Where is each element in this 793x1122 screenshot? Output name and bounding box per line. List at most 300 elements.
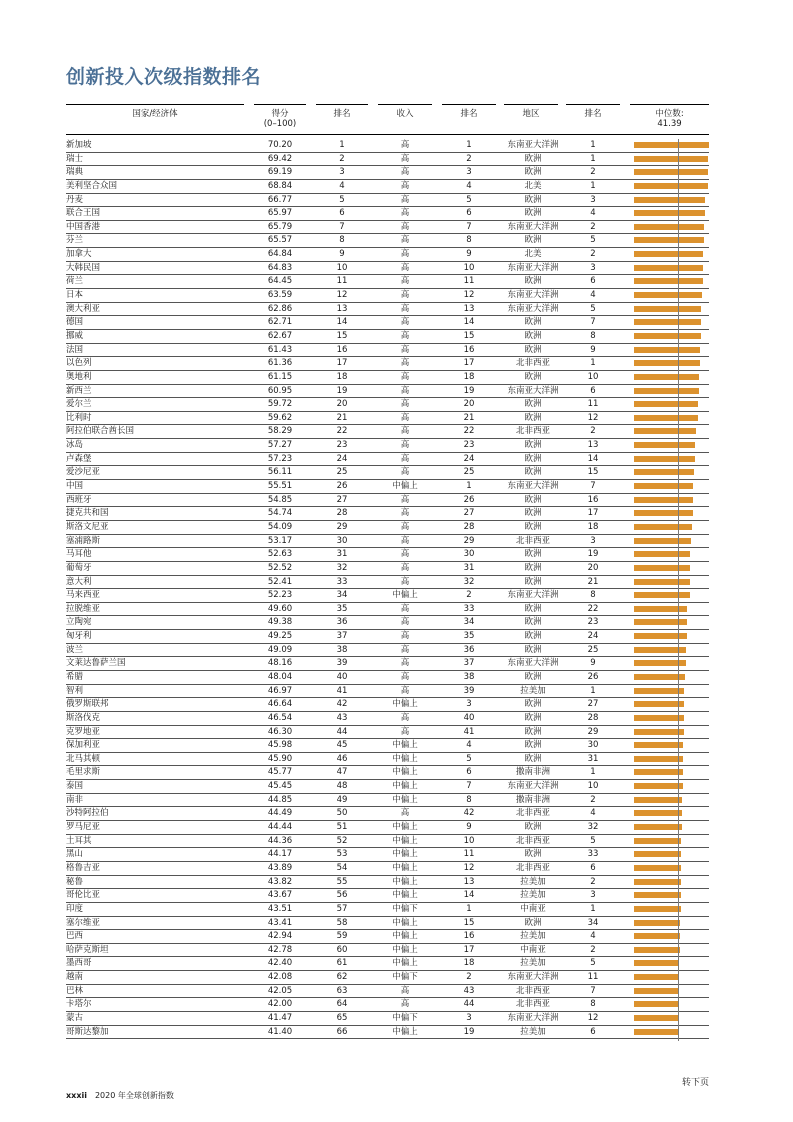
score-bar	[634, 769, 683, 775]
overall-rank: 50	[336, 808, 348, 819]
score-bar	[634, 715, 684, 721]
region: 欧洲	[524, 467, 542, 478]
income-group: 高	[400, 508, 410, 519]
score: 64.45	[267, 276, 293, 287]
score: 65.57	[267, 235, 293, 246]
region: 欧洲	[524, 412, 542, 423]
score: 49.38	[267, 617, 293, 628]
region-rank: 6	[590, 1026, 596, 1037]
score: 44.44	[267, 822, 293, 833]
overall-rank: 57	[336, 903, 348, 914]
region: 北非西亚	[515, 426, 550, 437]
country-name: 越南	[66, 972, 84, 983]
region-rank: 6	[590, 862, 596, 873]
region-rank: 1	[590, 153, 596, 164]
region-rank: 16	[587, 494, 599, 505]
country-name: 哥伦比亚	[66, 890, 101, 901]
score: 69.19	[267, 167, 293, 178]
income-rank: 8	[466, 235, 472, 246]
country-name: 黑山	[66, 849, 84, 860]
region-rank: 7	[590, 317, 596, 328]
score: 46.64	[267, 699, 293, 710]
region: 北非西亚	[515, 535, 550, 546]
table-row	[66, 685, 709, 699]
region-rank: 2	[590, 876, 596, 887]
ranking-table	[66, 139, 709, 1039]
income-group: 高	[400, 140, 410, 150]
region-rank: 1	[590, 685, 596, 696]
income-group: 高	[400, 521, 410, 532]
income-rank: 39	[463, 685, 475, 696]
country-name: 瑞士	[66, 153, 84, 164]
score-bar	[634, 947, 680, 953]
overall-rank: 53	[336, 849, 348, 860]
footer-page: xxxii 2020 年全球创新指数	[66, 1091, 174, 1100]
country-name: 沙特阿拉伯	[66, 808, 109, 819]
region: 欧洲	[524, 753, 542, 764]
income-rank: 2	[466, 972, 472, 983]
table-row	[66, 562, 709, 576]
income-rank: 28	[463, 521, 475, 532]
country-name: 波兰	[66, 644, 84, 655]
income-group: 中偏上	[392, 876, 418, 887]
income-group: 高	[400, 644, 410, 655]
region-rank: 32	[587, 822, 599, 833]
income-group: 高	[400, 562, 410, 573]
region: 北非西亚	[515, 999, 550, 1010]
income-group: 高	[400, 685, 410, 696]
income-group: 高	[400, 726, 410, 737]
table-row	[66, 930, 709, 944]
table-row	[66, 944, 709, 958]
region: 欧洲	[524, 330, 542, 341]
income-rank: 1	[466, 903, 472, 914]
region-rank: 24	[587, 631, 599, 642]
overall-rank: 63	[336, 985, 348, 996]
region-rank: 10	[587, 371, 599, 382]
region-rank: 28	[587, 712, 599, 723]
score: 44.36	[267, 835, 293, 846]
score-bar	[634, 865, 681, 871]
income-group: 高	[400, 249, 410, 260]
region: 欧洲	[524, 494, 542, 505]
region-rank: 4	[590, 931, 596, 942]
overall-rank: 7	[339, 221, 345, 232]
overall-rank: 5	[339, 194, 345, 205]
score-bar	[634, 401, 698, 407]
country-name: 塞浦路斯	[66, 535, 101, 546]
country-name: 文莱达鲁萨兰国	[66, 658, 126, 669]
country-name: 北马其顿	[66, 753, 101, 764]
table-row	[66, 712, 709, 726]
region-rank: 12	[587, 412, 599, 423]
overall-rank: 11	[336, 276, 348, 287]
table-row	[66, 917, 709, 931]
region-rank: 1	[590, 140, 596, 150]
income-rank: 11	[463, 276, 475, 287]
region-rank: 5	[590, 235, 596, 246]
overall-rank: 40	[336, 671, 348, 682]
income-rank: 22	[463, 426, 475, 437]
income-group: 中偏上	[392, 917, 418, 928]
income-rank: 19	[463, 385, 475, 396]
overall-rank: 47	[336, 767, 348, 778]
income-rank: 11	[463, 849, 475, 860]
income-rank: 10	[463, 262, 475, 273]
overall-rank: 25	[336, 467, 348, 478]
score-bar	[634, 810, 682, 816]
income-group: 中偏上	[392, 699, 418, 710]
score-bar	[634, 415, 698, 421]
score-bar	[634, 306, 701, 312]
region: 中南亚	[520, 903, 546, 914]
score: 68.84	[267, 180, 293, 191]
region: 欧洲	[524, 603, 542, 614]
region: 东南亚大洋洲	[507, 262, 559, 273]
region: 欧洲	[524, 822, 542, 833]
region-rank: 8	[590, 330, 596, 341]
income-group: 中偏上	[392, 590, 418, 601]
page-title: 创新投入次级指数排名	[66, 66, 262, 88]
income-group: 高	[400, 617, 410, 628]
score-bar	[634, 183, 708, 189]
region: 北非西亚	[515, 808, 550, 819]
score-bar	[634, 688, 684, 694]
region-rank: 2	[590, 221, 596, 232]
region-rank: 10	[587, 781, 599, 792]
income-rank: 10	[463, 835, 475, 846]
table-row	[66, 303, 709, 317]
region: 撒南非洲	[515, 794, 550, 805]
region: 欧洲	[524, 508, 542, 519]
table-row	[66, 876, 709, 890]
score: 46.30	[267, 726, 293, 737]
table-row	[66, 207, 709, 221]
header-rank: 排名	[316, 104, 368, 134]
score: 56.11	[267, 467, 293, 478]
score-bar	[634, 988, 679, 994]
score: 61.36	[267, 358, 293, 369]
table-row	[66, 466, 709, 480]
score-bar	[634, 428, 696, 434]
overall-rank: 19	[336, 385, 348, 396]
region: 拉美加	[520, 876, 546, 887]
income-group: 中偏上	[392, 740, 418, 751]
country-name: 俄罗斯联邦	[66, 699, 109, 710]
overall-rank: 56	[336, 890, 348, 901]
median-line	[678, 139, 679, 1041]
income-rank: 13	[463, 303, 475, 314]
table-row	[66, 835, 709, 849]
region-rank: 29	[587, 726, 599, 737]
overall-rank: 6	[339, 208, 345, 219]
income-group: 高	[400, 276, 410, 287]
country-name: 墨西哥	[66, 958, 92, 969]
score: 57.23	[267, 453, 293, 464]
income-group: 高	[400, 535, 410, 546]
region: 欧洲	[524, 576, 542, 587]
region-rank: 34	[587, 917, 599, 928]
country-name: 联合王国	[66, 208, 101, 219]
country-name: 瑞典	[66, 167, 84, 178]
overall-rank: 32	[336, 562, 348, 573]
score: 49.09	[267, 644, 293, 655]
country-name: 罗马尼亚	[66, 822, 101, 833]
income-rank: 30	[463, 549, 475, 560]
country-name: 斯洛文尼亚	[66, 521, 109, 532]
score-bar	[634, 538, 691, 544]
region-rank: 5	[590, 835, 596, 846]
region-rank: 4	[590, 808, 596, 819]
score-bar	[634, 920, 680, 926]
income-rank: 16	[463, 931, 475, 942]
score: 41.47	[267, 1013, 293, 1023]
table-row	[66, 1026, 709, 1040]
income-rank: 6	[466, 767, 472, 778]
score-bar	[634, 265, 703, 271]
income-rank: 36	[463, 644, 475, 655]
region-rank: 21	[587, 576, 599, 587]
income-group: 中偏上	[392, 794, 418, 805]
region: 欧洲	[524, 521, 542, 532]
region: 欧洲	[524, 917, 542, 928]
score-bar	[634, 1015, 678, 1021]
score: 62.67	[267, 330, 293, 341]
region-rank: 3	[590, 535, 596, 546]
overall-rank: 42	[336, 699, 348, 710]
income-group: 中偏下	[392, 972, 418, 983]
income-group: 高	[400, 371, 410, 382]
table-row	[66, 194, 709, 208]
table-row	[66, 234, 709, 248]
header-income-rank: 排名	[442, 104, 496, 134]
income-rank: 35	[463, 631, 475, 642]
region: 欧洲	[524, 235, 542, 246]
country-name: 智利	[66, 685, 84, 696]
table-row	[66, 548, 709, 562]
region: 北非西亚	[515, 985, 550, 996]
table-row	[66, 671, 709, 685]
region-rank: 1	[590, 903, 596, 914]
overall-rank: 14	[336, 317, 348, 328]
score-bar	[634, 251, 703, 257]
table-row	[66, 862, 709, 876]
overall-rank: 22	[336, 426, 348, 437]
score-bar	[634, 524, 692, 530]
table-row	[66, 998, 709, 1012]
table-row	[66, 262, 709, 276]
score-bar	[634, 960, 679, 966]
country-name: 葡萄牙	[66, 562, 92, 573]
income-group: 高	[400, 549, 410, 560]
score: 54.74	[267, 508, 293, 519]
country-name: 印度	[66, 903, 84, 914]
country-name: 斯洛伐克	[66, 712, 101, 723]
table-row	[66, 398, 709, 412]
table-row	[66, 903, 709, 917]
income-group: 高	[400, 494, 410, 505]
income-group: 中偏上	[392, 767, 418, 778]
region-rank: 7	[590, 481, 596, 492]
overall-rank: 2	[339, 153, 345, 164]
overall-rank: 4	[339, 180, 345, 191]
income-group: 高	[400, 385, 410, 396]
region-rank: 9	[590, 344, 596, 355]
income-rank: 40	[463, 712, 475, 723]
score-bar	[634, 333, 701, 339]
score: 41.40	[267, 1026, 293, 1037]
region: 东南亚大洋洲	[507, 303, 559, 314]
country-name: 卡塔尔	[66, 999, 92, 1010]
income-group: 高	[400, 290, 410, 301]
region-rank: 11	[587, 399, 599, 410]
country-name: 克罗地亚	[66, 726, 101, 737]
income-rank: 3	[466, 1013, 472, 1023]
income-group: 高	[400, 440, 410, 451]
table-row	[66, 453, 709, 467]
country-name: 澳大利亚	[66, 303, 101, 314]
income-rank: 42	[463, 808, 475, 819]
score: 43.51	[267, 903, 293, 914]
overall-rank: 44	[336, 726, 348, 737]
score: 42.78	[267, 944, 293, 955]
income-rank: 17	[463, 944, 475, 955]
country-name: 比利时	[66, 412, 92, 423]
header-country: 国家/经济体	[66, 104, 244, 134]
score-bar	[634, 456, 695, 462]
region: 北非西亚	[515, 862, 550, 873]
region: 北非西亚	[515, 358, 550, 369]
score: 42.94	[267, 931, 293, 942]
region-rank: 13	[587, 440, 599, 451]
overall-rank: 55	[336, 876, 348, 887]
income-group: 高	[400, 399, 410, 410]
income-rank: 3	[466, 699, 472, 710]
income-group: 中偏下	[392, 903, 418, 914]
overall-rank: 10	[336, 262, 348, 273]
score: 46.97	[267, 685, 293, 696]
score-bar	[634, 1001, 679, 1007]
table-row	[66, 439, 709, 453]
region-rank: 3	[590, 194, 596, 205]
score: 44.49	[267, 808, 293, 819]
income-group: 中偏上	[392, 835, 418, 846]
score: 45.90	[267, 753, 293, 764]
country-name: 格鲁吉亚	[66, 862, 101, 873]
region: 中南亚	[520, 944, 546, 955]
country-name: 奥地利	[66, 371, 92, 382]
region-rank: 9	[590, 658, 596, 669]
overall-rank: 45	[336, 740, 348, 751]
country-name: 日本	[66, 290, 84, 301]
income-group: 中偏上	[392, 1026, 418, 1037]
region: 欧洲	[524, 849, 542, 860]
region-rank: 7	[590, 985, 596, 996]
score: 69.42	[267, 153, 293, 164]
overall-rank: 39	[336, 658, 348, 669]
country-name: 希腊	[66, 671, 84, 682]
income-group: 中偏上	[392, 862, 418, 873]
region-rank: 5	[590, 958, 596, 969]
country-name: 蒙古	[66, 1013, 84, 1023]
header-score: 得分 (0–100)	[254, 104, 306, 134]
country-name: 新加坡	[66, 140, 92, 150]
income-group: 高	[400, 808, 410, 819]
income-rank: 12	[463, 290, 475, 301]
overall-rank: 35	[336, 603, 348, 614]
region-rank: 4	[590, 290, 596, 301]
region-rank: 8	[590, 999, 596, 1010]
region-rank: 27	[587, 699, 599, 710]
region-rank: 18	[587, 521, 599, 532]
score: 54.85	[267, 494, 293, 505]
score: 43.82	[267, 876, 293, 887]
table-row	[66, 698, 709, 712]
overall-rank: 23	[336, 440, 348, 451]
income-rank: 7	[466, 781, 472, 792]
score: 59.72	[267, 399, 293, 410]
table-row	[66, 753, 709, 767]
country-name: 加拿大	[66, 249, 92, 260]
score-bar	[634, 1029, 678, 1035]
region: 欧洲	[524, 671, 542, 682]
score: 62.86	[267, 303, 293, 314]
overall-rank: 3	[339, 167, 345, 178]
table-row	[66, 275, 709, 289]
country-name: 大韩民国	[66, 262, 101, 273]
score: 52.63	[267, 549, 293, 560]
table-row	[66, 780, 709, 794]
income-group: 高	[400, 262, 410, 273]
score: 63.59	[267, 290, 293, 301]
overall-rank: 66	[336, 1026, 348, 1037]
income-rank: 15	[463, 330, 475, 341]
score: 42.08	[267, 972, 293, 983]
income-group: 高	[400, 603, 410, 614]
country-name: 毛里求斯	[66, 767, 101, 778]
income-rank: 32	[463, 576, 475, 587]
income-group: 高	[400, 358, 410, 369]
region: 拉美加	[520, 1026, 546, 1037]
overall-rank: 59	[336, 931, 348, 942]
income-rank: 44	[463, 999, 475, 1010]
score-bar	[634, 374, 699, 380]
region: 欧洲	[524, 317, 542, 328]
region-rank: 8	[590, 590, 596, 601]
country-name: 马耳他	[66, 549, 92, 560]
score-bar	[634, 592, 690, 598]
score: 44.85	[267, 794, 293, 805]
score: 55.51	[267, 481, 293, 492]
region-rank: 11	[587, 972, 599, 983]
income-group: 高	[400, 208, 410, 219]
table-row	[66, 330, 709, 344]
overall-rank: 58	[336, 917, 348, 928]
income-rank: 1	[466, 140, 472, 150]
score-bar	[634, 237, 704, 243]
score: 52.23	[267, 590, 293, 601]
overall-rank: 65	[336, 1013, 348, 1023]
overall-rank: 36	[336, 617, 348, 628]
score: 43.41	[267, 917, 293, 928]
table-row	[66, 971, 709, 985]
income-rank: 29	[463, 535, 475, 546]
score: 42.40	[267, 958, 293, 969]
overall-rank: 13	[336, 303, 348, 314]
country-name: 新西兰	[66, 385, 92, 396]
table-row	[66, 316, 709, 330]
region: 东南亚大洋洲	[507, 1013, 559, 1023]
